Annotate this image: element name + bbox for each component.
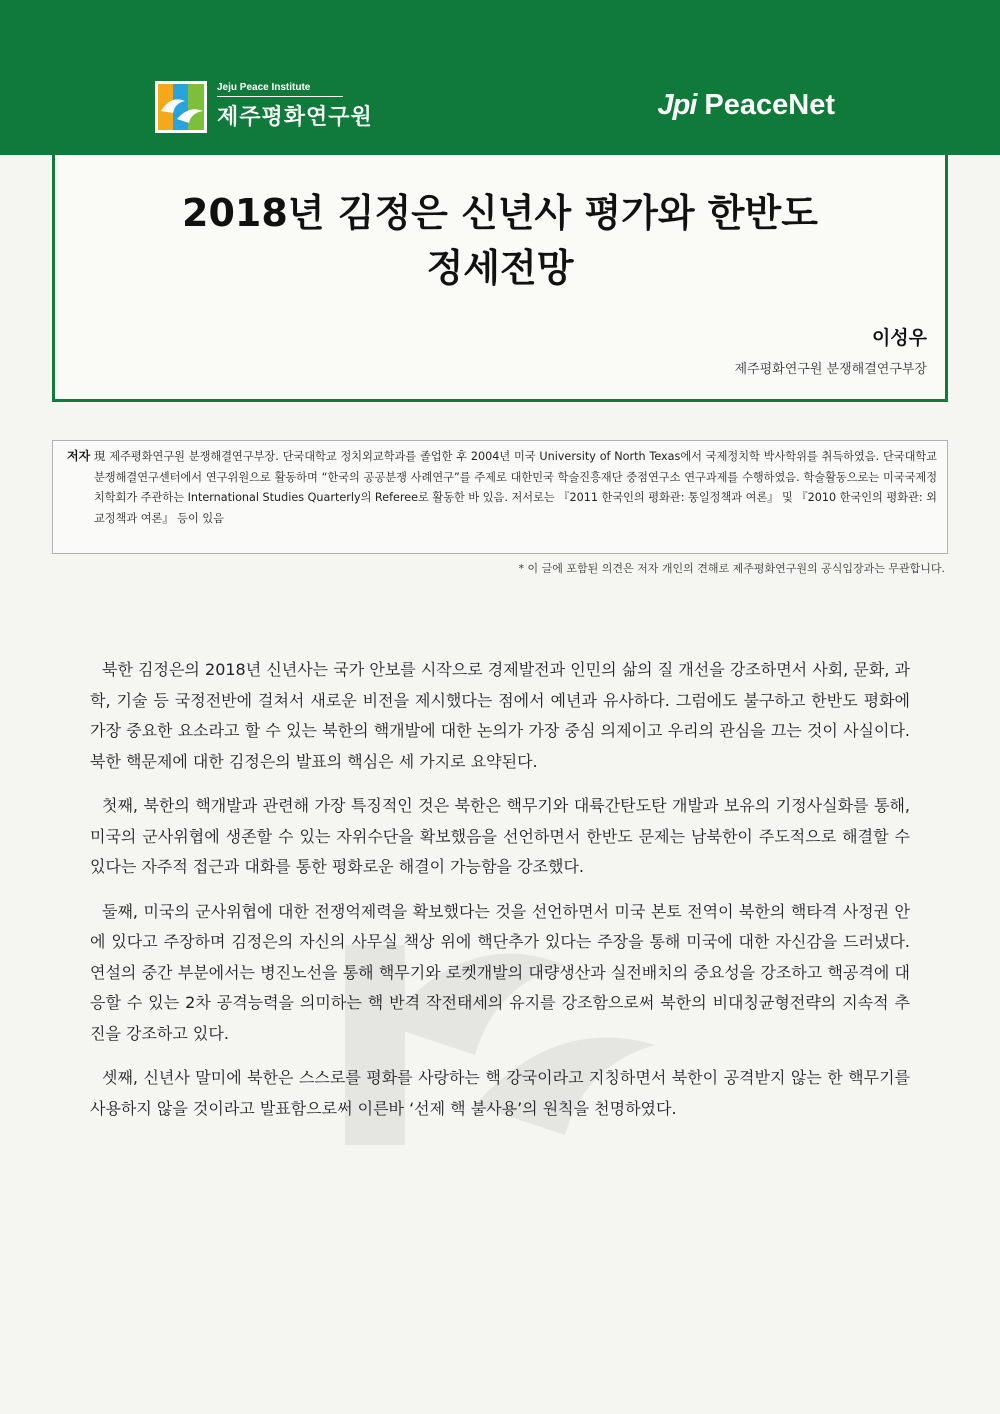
jeju-peace-institute-logo (155, 81, 415, 133)
body-paragraph: 첫째, 북한의 핵개발과 관련해 가장 특징적인 것은 북한은 핵무기와 대륙간탄도탄 개발과 보유의 기정사실화를 통해, 미국의 군사위협에 생존할 수 있는 자위수단을 확보했음을 선언하면서 한반도 문제는 남북한이 주도적으로 해결할 수 있다는 자주적 접근과 대화를 통한 평화로운 해결이 가능함을 강조했다. (90, 796, 910, 876)
title-line-1: 2018년 김정은 신년사 평가와 한반도 (182, 191, 818, 235)
peace-dove-logo-icon (155, 81, 207, 133)
page-title (55, 186, 945, 296)
body-paragraph: 셋째, 신년사 말미에 북한은 스스로를 평화를 사랑하는 핵 강국이라고 지칭하면서 북한이 공격받지 않는 한 핵무기를 사용하지 않을 것이라고 발표함으로써 이른바 ‘선제 핵 불사용’의 원칙을 천명하였다. (90, 1068, 910, 1118)
logo-english-text: Jeju Peace Institute (217, 82, 311, 93)
bio-text: 現 제주평화연구원 분쟁해결연구부장. 단국대학교 정치외교학과를 졸업한 후 2004년 미국 University of North Texas에서 국제정치학 박사학위를 취득하였음. 단국대학교 분쟁해결연구센터에서 연구위원으로 활동하며 “한국의 공공분쟁 사례연구”를 주제로 대한민국 학술진흥재단 중점연구소 연구과제를 수행하였음. 학술활동으로는 미국국제정치학회가 주관하는 International Studies Quarterly의 Referee로 활동한 바 있음. 저서로는 『2011 한국인의 평화관: 통일정책과 여론』 및 『2010 한국인의 평화관: 외교정책과 여론』 등이 있음 (94, 450, 937, 525)
peacenet-text: PeaceNet (704, 89, 835, 121)
title-line-2: 정세전망 (426, 246, 574, 290)
body-paragraph: 북한 김정은의 2018년 신년사는 국가 안보를 시작으로 경제발전과 인민의 삶의 질 개선을 강조하면서 사회, 문화, 과학, 기술 등 국정전반에 걸쳐서 새로운 비전을 제시했다는 점에서 예년과 유사하다. 그럼에도 불구하고 한반도 평화에 가장 중요한 요소라고 할 수 있는 북한의 핵개발에 대한 논의가 가장 중심 의제이고 우리의 관심을 끄는 것이 사실이다. 북한 핵문제에 대한 김정은의 발표의 핵심은 세 가지로 요약된다. (90, 660, 910, 771)
peacenet-logo (658, 89, 836, 122)
author-affiliation: 제주평화연구원 분쟁해결연구부장 (734, 362, 927, 377)
body-paragraph: 둘째, 미국의 군사위협에 대한 전쟁억제력을 확보했다는 것을 선언하면서 미국 본토 전역이 북한의 핵타격 사정권 안에 있다고 주장하며 김정은의 자신의 사무실 책상 위에 핵단추가 있다는 주장을 통해 미국에 대한 자신감을 드러냈다. 연설의 중간 부분에서는 병진노선을 통해 핵무기와 로켓개발의 대량생산과 실전배치의 중요성을 강조하고 핵공격에 대응할 수 있는 2차 공격능력을 의미하는 핵 반격 작전태세의 유지를 강조함으로써 북한의 비대칭균형전략의 지속적 추진을 강조하고 있다. (90, 901, 910, 1043)
author-bio-box (52, 440, 948, 554)
logo-korean-text: 제주평화연구원 (217, 105, 373, 130)
author-name: 이성우 (871, 327, 927, 349)
jpi-mark: Jpi (657, 89, 697, 121)
article-body (90, 655, 910, 1138)
header-strip (55, 53, 945, 155)
bio-label: 저자 (67, 449, 91, 463)
disclaimer: * 이 글에 포함된 의견은 저자 개인의 견해로 제주평화연구원의 공식입장과는 무관합니다. (518, 562, 945, 575)
logo-divider (217, 96, 343, 97)
header-card (52, 50, 948, 402)
